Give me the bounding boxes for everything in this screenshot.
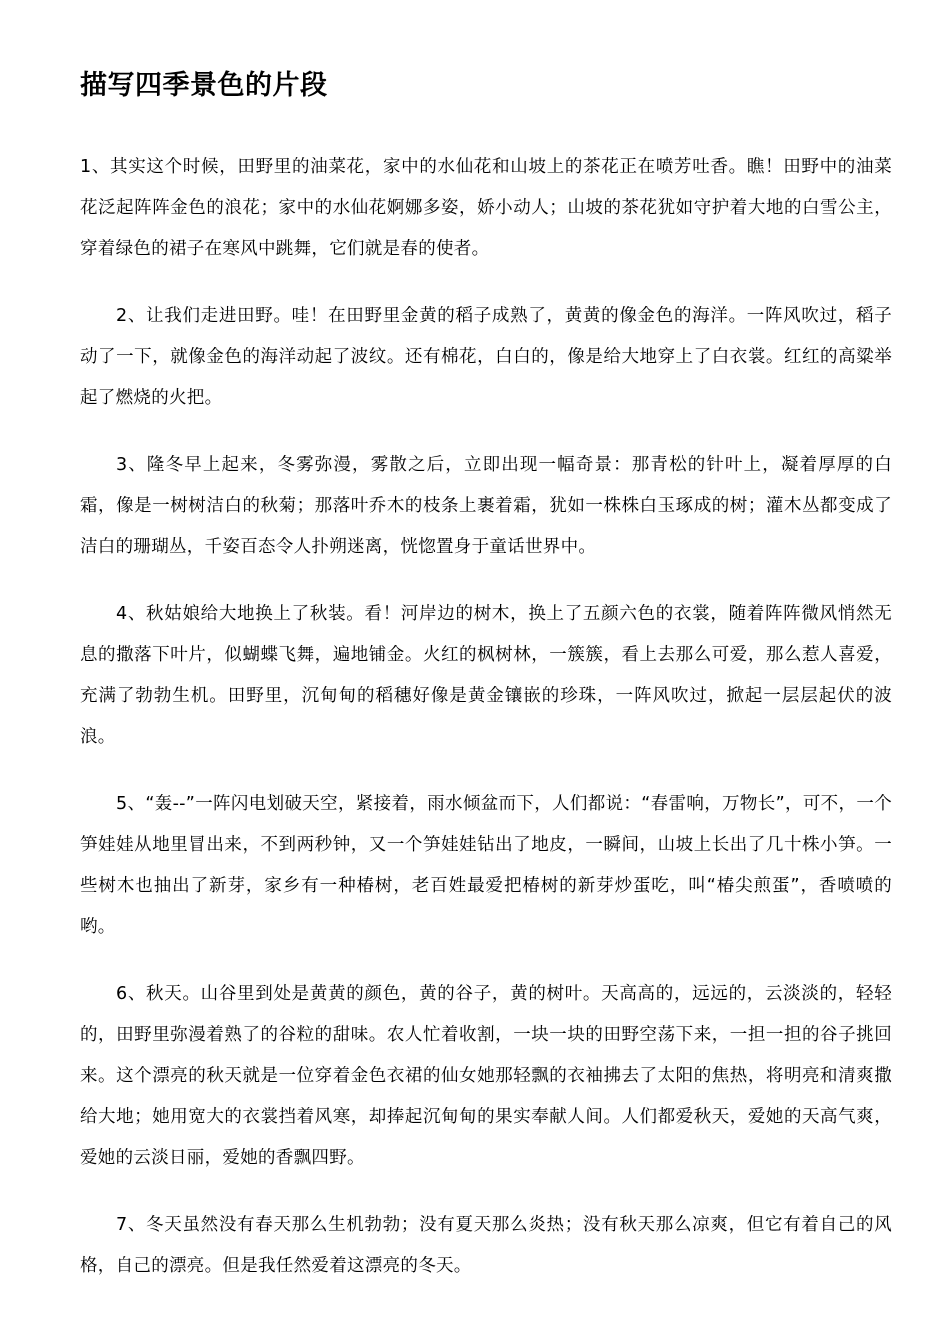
paragraph-6: 6、秋天。山谷里到处是黄黄的颜色，黄的谷子，黄的树叶。天高高的，远远的，云淡淡的，轻轻的，田野里弥漫着熟了的谷粒的甜味。农人忙着收割，一块一块的田野空荡下来，一担一担的谷子挑回来。这个漂亮的秋天就是一位穿着金色衣裙的仙女她那轻飘的衣袖拂去了太阳的焦热，将明亮和清爽撒给大地；她用宽大的衣裳挡着风寒，却捧起沉甸甸的果实奉献人间。人们都爱秋天，爱她的天高气爽，爱她的云淡日丽，爱她的香飘四野。	[80, 984, 892, 1168]
paragraph-7: 7、冬天虽然没有春天那么生机勃勃；没有夏天那么炎热；没有秋天那么凉爽，但它有着自己的风格，自己的漂亮。但是我任然爱着这漂亮的冬天。	[80, 1215, 892, 1276]
document-title: 描写四季景色的片段	[80, 70, 328, 101]
paragraph-3: 3、隆冬早上起来，冬雾弥漫，雾散之后，立即出现一幅奇景：那青松的针叶上，凝着厚厚的白霜，像是一树树洁白的秋菊；那落叶乔木的枝条上裹着霜，犹如一株株白玉琢成的树；灌木丛都变成了洁白的珊瑚丛，千姿百态令人扑朔迷离，恍惚置身于童话世界中。	[80, 455, 892, 557]
paragraph-2: 2、让我们走进田野。哇！在田野里金黄的稻子成熟了，黄黄的像金色的海洋。一阵风吹过，稻子动了一下，就像金色的海洋动起了波纹。还有棉花，白白的，像是给大地穿上了白衣裳。红红的高粱举起了燃烧的火把。	[80, 306, 892, 408]
document-body	[80, 147, 892, 1313]
paragraph-1: 1、其实这个时候，田野里的油菜花，家中的水仙花和山坡上的茶花正在喷芳吐香。瞧！田野中的油菜花泛起阵阵金色的浪花；家中的水仙花婀娜多姿，娇小动人；山坡的茶花犹如守护着大地的白雪公主，穿着绿色的裙子在寒风中跳舞，它们就是春的使者。	[80, 157, 892, 259]
paragraph-4: 4、秋姑娘给大地换上了秋装。看！河岸边的树木，换上了五颜六色的衣裳，随着阵阵微风悄然无息的撒落下叶片，似蝴蝶飞舞，遍地铺金。火红的枫树林，一簇簇，看上去那么可爱，那么惹人喜爱，充满了勃勃生机。田野里，沉甸甸的稻穗好像是黄金镶嵌的珍珠，一阵风吹过，掀起一层层起伏的波浪。	[80, 604, 892, 747]
paragraph-5: 5、“轰--”一阵闪电划破天空，紧接着，雨水倾盆而下，人们都说：“春雷响，万物长”，可不，一个笋娃娃从地里冒出来，不到两秒钟，又一个笋娃娃钻出了地皮，一瞬间，山坡上长出了几十株小笋。一些树木也抽出了新芽，家乡有一种椿树，老百姓最爱把椿树的新芽炒蛋吃，叫“椿尖煎蛋”，香喷喷的哟。	[80, 794, 892, 937]
